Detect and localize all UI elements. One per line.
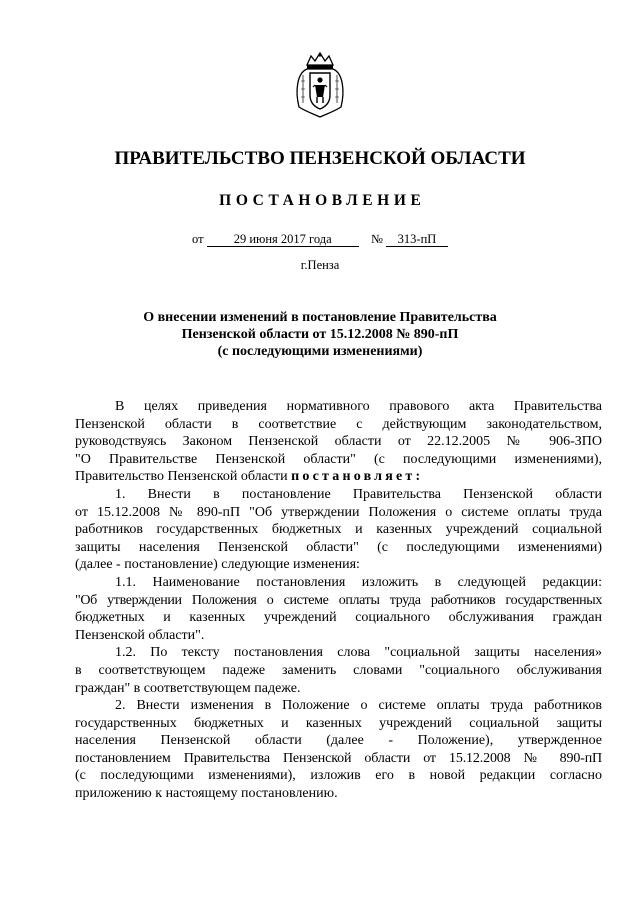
document-date: 29 июня 2017 года	[207, 232, 359, 247]
body-line: (далее - постановление) следующие изменения:	[75, 557, 360, 573]
document-body	[75, 398, 602, 803]
body-line: 2. Внести изменения в Положение о системе оплаты труда работников	[115, 698, 602, 714]
body-line: населения Пензенской области (далее - Положение), утвержденное	[75, 733, 602, 749]
body-line: "Об утверждении Положения о системе оплаты труда работников государственных	[75, 592, 602, 608]
body-line-text: Правительство Пензенской области	[75, 469, 288, 485]
body-line: руководствуясь Законом Пензенской области от 22.12.2005 № 906-ЗПО	[75, 434, 602, 450]
body-line: 1. Внести в постановление Правительства Пензенской области	[115, 486, 602, 502]
body-line: бюджетных и казенных учреждений социального обслуживания граждан	[75, 610, 602, 626]
body-line: (с последующими изменениями), изложив его в новой редакции согласно	[75, 768, 602, 784]
resolve-keyword: постановляет:	[291, 469, 424, 485]
date-prefix: от	[192, 232, 204, 246]
body-line: граждан" в соответствующем падеже.	[75, 680, 301, 696]
coat-of-arms-icon	[293, 51, 347, 119]
body-line: государственных бюджетных и казенных учреждений социальной защиты	[75, 715, 602, 731]
body-line: Пензенской области".	[75, 627, 205, 643]
body-line: от 15.12.2008 № 890-пП "Об утверждении Положения о системе оплаты труда	[75, 504, 602, 520]
body-line	[75, 468, 602, 486]
body-line: защиты населения Пензенской области" (с последующими изменениями)	[75, 539, 602, 555]
subject-line: О внесении изменений в постановление Правительства	[143, 310, 497, 325]
body-line: приложению к настоящему постановлению.	[75, 786, 338, 802]
date-number-line	[0, 232, 640, 247]
body-line: 1.1. Наименование постановления изложить в следующей редакции:	[115, 574, 602, 590]
organization-title: ПРАВИТЕЛЬСТВО ПЕНЗЕНСКОЙ ОБЛАСТИ	[114, 148, 526, 169]
document-type: ПОСТАНОВЛЕНИЕ	[219, 192, 426, 209]
number-prefix: №	[370, 232, 383, 246]
city: г.Пенза	[300, 258, 340, 272]
document-number: 313-пП	[386, 232, 448, 247]
document-subject	[0, 309, 640, 360]
body-line: работников государственных бюджетных и казенных учреждений социальной	[75, 522, 602, 538]
subject-line: Пензенской области от 15.12.2008 № 890-пП	[181, 327, 459, 342]
body-line: постановлением Правительства Пензенской области от 15.12.2008 № 890-пП	[75, 750, 602, 766]
body-line: Пензенской области в соответствие с действующим законодательством,	[75, 416, 602, 432]
body-line: 1.2. По тексту постановления слова "социальной защиты населения»	[115, 645, 602, 661]
subject-line: (с последующими изменениями)	[217, 344, 423, 359]
body-line: в соответствующем падеже заменить словами "социального обслуживания	[75, 662, 602, 678]
body-line: В целях приведения нормативного правового акта Правительства	[115, 399, 602, 414]
body-line: "О Правительстве Пензенской области" (с последующими изменениями),	[75, 451, 602, 467]
